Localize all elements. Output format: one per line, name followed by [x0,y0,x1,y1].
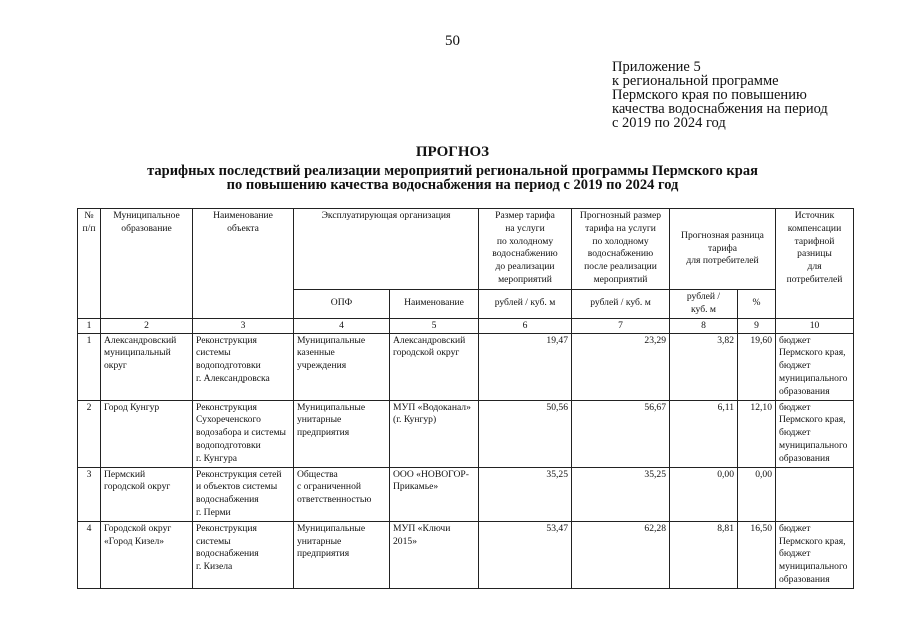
table-row [78,521,854,588]
cell-line: предприятия [297,427,350,439]
cell-tariff-before: 35,25 [479,467,572,521]
header-municipality [101,209,193,319]
cell-line: бюджет [779,548,811,560]
cell-line: п/п [82,222,96,234]
cell-line: до реализации [495,261,555,273]
cell-line: для [807,261,822,273]
cell-line: МУП «Водоканал» [393,401,471,413]
cell-line: на услуги [505,222,545,234]
cell-tariff-before: 19,47 [479,333,572,400]
cell-source [776,467,854,521]
header-unit-after: рублей / куб. м [572,290,670,319]
cell-line: образования [779,452,830,464]
header-source [776,209,854,319]
cell-line: водоподготовки [196,360,261,372]
cell-line: бюджет [779,334,811,346]
cell-source [776,400,854,467]
cell-tariff-after: 56,67 [572,400,670,467]
cell-source [776,333,854,400]
cell-object [193,333,294,400]
cell-line: ответственностью [297,494,372,506]
page-number: 50 [445,33,460,49]
column-number: 7 [572,318,670,333]
cell-line: системы [196,347,231,359]
cell-municipality [101,333,193,400]
cell-num: 4 [78,521,101,588]
header-name: Наименование [390,290,479,319]
header-diff [670,209,776,290]
cell-line: водоснабжения [196,548,259,560]
cell-object [193,467,294,521]
appendix-line: с 2019 по 2024 год [612,115,726,131]
column-number: 1 [78,318,101,333]
table-row [78,467,854,521]
cell-line: водозабора и системы [196,427,286,439]
header-num [78,209,101,319]
cell-opf [294,467,390,521]
cell-line: Муниципальные [297,401,366,413]
cell-line: (г. Кунгур) [393,414,437,426]
cell-line: Александровский [393,334,466,346]
cell-line: образование [121,222,172,234]
cell-line: № [84,210,94,221]
cell-opf [294,333,390,400]
cell-line: унитарные [297,535,342,547]
cell-line: Муниципальные [297,334,366,346]
cell-line: Общества [297,468,338,480]
header-unit-diff [670,290,738,319]
column-number: 3 [193,318,294,333]
cell-line: г. Александровска [196,372,270,384]
cell-opf [294,521,390,588]
cell-line: образования [779,573,830,585]
cell-tariff-before: 50,56 [479,400,572,467]
cell-line: Прикамье» [393,481,439,493]
cell-num: 1 [78,333,101,400]
cell-diff-rub: 6,11 [670,400,738,467]
cell-org-name [390,521,479,588]
cell-diff-rub: 8,81 [670,521,738,588]
cell-line: Пермский [104,468,146,480]
cell-line: Пермского края, [779,347,846,359]
cell-source [776,521,854,588]
cell-line: Город Кунгур [104,401,160,413]
cell-line: МУП «Ключи [393,522,451,534]
header-tariff-before [479,209,572,290]
cell-line: по холодному [592,235,649,247]
cell-line: Реконструкция [196,522,257,534]
cell-line: унитарные [297,414,342,426]
cell-line: системы [196,535,231,547]
forecast-table [77,208,854,589]
cell-line: компенсации [787,222,842,234]
cell-line: рублей / [686,291,721,302]
cell-line: объекта [227,222,259,234]
cell-line: Городской округ [104,522,172,534]
header-opf: ОПФ [294,290,390,319]
cell-diff-rub: 3,82 [670,333,738,400]
cell-line: Источник [794,210,835,221]
cell-diff-pct: 12,10 [738,400,776,467]
subtitle-line: тарифных последствий реализации мероприятий региональной программы Пермского края [147,163,758,179]
cell-diff-pct: 16,50 [738,521,776,588]
cell-tariff-after: 23,29 [572,333,670,400]
cell-line: водоподготовки [196,439,261,451]
cell-line: Пермского края, [779,414,846,426]
cell-line: казенные [297,347,335,359]
header-unit-before: рублей / куб. м [479,290,572,319]
header-percent: % [738,290,776,319]
document-subtitle [0,164,905,192]
cell-line: Реконструкция [196,334,257,346]
cell-line: Реконструкция сетей [196,468,282,480]
cell-line: округ [104,360,127,372]
appendix-line: к региональной программе [612,73,779,89]
column-number: 9 [738,318,776,333]
cell-num: 3 [78,467,101,521]
cell-line: муниципальный [104,347,171,359]
cell-org-name [390,400,479,467]
cell-line: тарифной [794,235,835,247]
header-object [193,209,294,319]
cell-line: Александровский [104,334,177,346]
cell-line: потребителей [786,273,843,285]
cell-line: мероприятий [498,273,552,285]
cell-tariff-before: 53,47 [479,521,572,588]
cell-line: тарифа [708,242,737,254]
cell-line: бюджет [779,427,811,439]
cell-line: разницы [797,248,832,260]
cell-line: ООО «НОВОГОР- [393,468,469,480]
cell-municipality [101,467,193,521]
cell-line: муниципального [779,439,848,451]
cell-line: муниципального [779,372,848,384]
cell-line: Сухореченского [196,414,261,426]
cell-line: предприятия [297,548,350,560]
cell-tariff-after: 35,25 [572,467,670,521]
cell-org-name [390,467,479,521]
cell-line: г. Кизела [196,561,233,573]
column-number: 2 [101,318,193,333]
cell-diff-pct: 0,00 [738,467,776,521]
cell-line: тарифа на услуги [585,222,656,234]
header-tariff-after [572,209,670,290]
cell-tariff-after: 62,28 [572,521,670,588]
cell-line: учреждения [297,360,347,372]
appendix-line: Пермского края по повышению [612,87,807,103]
cell-line: Прогнозная разница [681,229,764,241]
cell-diff-pct: 19,60 [738,333,776,400]
cell-municipality [101,521,193,588]
cell-line: бюджет [779,522,811,534]
cell-line: с ограниченной [297,481,361,493]
cell-opf [294,400,390,467]
cell-line: по холодному [496,235,554,247]
cell-line: куб. м [691,303,716,315]
cell-line: Наименование [213,210,273,221]
cell-diff-rub: 0,00 [670,467,738,521]
cell-line: Муниципальное [113,210,180,221]
table-row [78,400,854,467]
cell-line: г. Кунгура [196,452,238,464]
cell-line: водоснабжения [196,494,259,506]
cell-org-name [390,333,479,400]
column-number: 4 [294,318,390,333]
cell-line: образования [779,385,830,397]
cell-line: Размер тарифа [495,210,555,221]
column-number: 8 [670,318,738,333]
cell-line: мероприятий [593,273,648,285]
appendix-line: Приложение 5 [612,59,701,75]
cell-line: водоснабжению [492,248,558,260]
cell-line: городской округ [393,347,460,359]
cell-line: бюджет [779,401,811,413]
document-title: ПРОГНОЗ [415,144,490,160]
cell-line: городской округ [104,481,171,493]
cell-line: Пермского края, [779,535,846,547]
appendix-block [612,60,828,130]
cell-line: водоснабжению [587,248,654,260]
table-row [78,333,854,400]
cell-line: муниципального [779,561,848,573]
cell-line: Реконструкция [196,401,257,413]
cell-line: для потребителей [686,255,759,267]
cell-line: после реализации [584,261,657,273]
cell-line: бюджет [779,360,811,372]
cell-line: Прогнозный размер [579,210,662,221]
cell-num: 2 [78,400,101,467]
column-number: 5 [390,318,479,333]
cell-line: Муниципальные [297,522,366,534]
cell-object [193,400,294,467]
cell-line: 2015» [393,535,417,547]
cell-line: г. Перми [196,506,231,518]
cell-line: «Город Кизел» [104,535,165,547]
cell-municipality [101,400,193,467]
header-operator: Эксплуатирующая организация [294,209,479,290]
column-number: 6 [479,318,572,333]
column-number: 10 [776,318,854,333]
subtitle-line: по повышению качества водоснабжения на период с 2019 по 2024 год [226,177,679,193]
appendix-line: качества водоснабжения на период [612,101,828,117]
cell-line: и объектов системы [196,481,278,493]
cell-object [193,521,294,588]
